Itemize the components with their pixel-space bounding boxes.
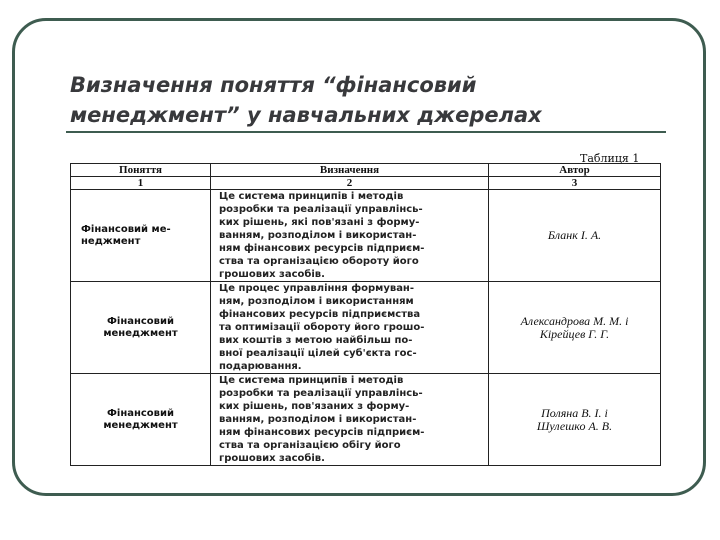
column-number-3: 3 xyxy=(489,177,661,190)
column-number-1: 1 xyxy=(71,177,211,190)
header-author: Автор xyxy=(489,164,661,177)
author-cell: Бланк І. А. xyxy=(489,190,661,282)
title-underline xyxy=(66,131,666,133)
concept-cell: Фінансовий менеджмент xyxy=(71,282,211,374)
table-row xyxy=(71,374,661,466)
author-cell: Поляна В. І. і Шулешко А. В. xyxy=(489,374,661,466)
slide-title xyxy=(70,70,670,130)
definition-cell: Це процес управління формуван- ням, розподілом і використанням фінансових ресурсів підприємства та оптимізації обороту його грошо- вих коштів з метою найбільш по- вної реалізації цілей суб'єкта гос- подарювання. xyxy=(211,282,489,374)
concept-cell: Фінансовий ме- неджмент xyxy=(71,190,211,282)
table-caption: Таблиця 1 xyxy=(580,152,640,165)
concept-cell: Фінансовий менеджмент xyxy=(71,374,211,466)
column-number-2: 2 xyxy=(211,177,489,190)
table-header-row xyxy=(71,164,661,177)
definitions-table xyxy=(70,163,661,466)
table-row xyxy=(71,282,661,374)
table-row xyxy=(71,190,661,282)
table-number-row xyxy=(71,177,661,190)
definition-cell: Це система принципів і методів розробки та реалізації управлінсь- ких рішень, які пов'язані з форму- ванням, розподілом і використан- ням фінансових ресурсів підприєм- ства та організацією обороту його грошових засобів. xyxy=(211,190,489,282)
header-definition: Визначення xyxy=(211,164,489,177)
header-concept: Поняття xyxy=(71,164,211,177)
author-cell: Александрова М. М. і Кірейцев Г. Г. xyxy=(489,282,661,374)
title-line-2: менеджмент” у навчальних джерелах xyxy=(70,103,542,127)
definition-cell: Це система принципів і методів розробки та реалізації управлінсь- ких рішень, пов'язаних з форму- ванням, розподілом і використан- ням фінансових ресурсів підприєм- ства та організацією обігу його грошових засобів. xyxy=(211,374,489,466)
title-line-1: Визначення поняття “фінансовий xyxy=(70,73,477,97)
